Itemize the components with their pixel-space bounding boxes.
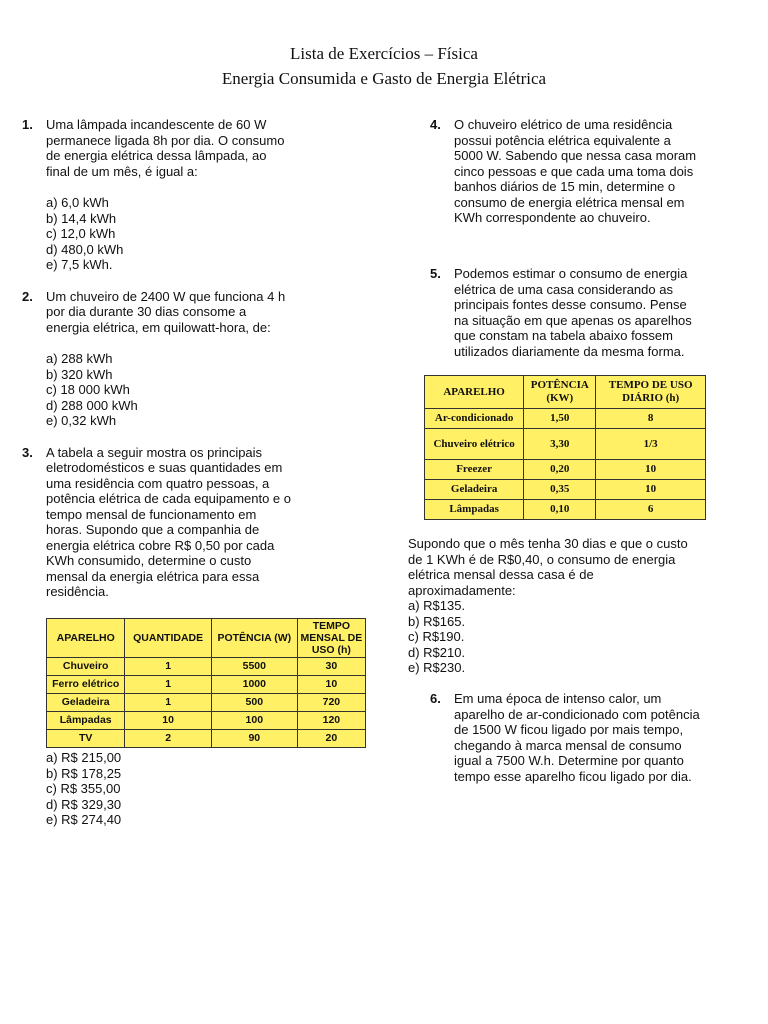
question-4-body (408, 117, 728, 226)
question-text-line: permanece ligada 8h por dia. O consumo (46, 132, 285, 148)
q5-continuation (408, 536, 738, 676)
table-cell: 500 (211, 694, 297, 712)
q3-options (46, 750, 121, 828)
question-text-line: que constam na tabela abaixo fossem (454, 328, 673, 343)
table-row (425, 460, 706, 480)
question-text-line: utilizados diariamente da mesma forma. (454, 343, 685, 359)
table-row (47, 658, 366, 676)
table-cell: 8 (596, 409, 706, 429)
table-cell: 120 (297, 712, 365, 730)
table-header-row (47, 619, 366, 658)
q3-appliance-table (46, 618, 366, 748)
document-title-line1: Lista de Exercícios – Física (290, 44, 478, 63)
question-number: 1. (22, 117, 33, 132)
question-text-line: possui potência elétrica equivalente a (454, 132, 671, 148)
table-row (425, 409, 706, 429)
option: c) 18 000 kWh (46, 382, 130, 397)
table-cell: 720 (297, 694, 365, 712)
table-cell: Freezer (425, 460, 524, 480)
question-4 (408, 117, 728, 226)
table-cell: Chuveiro (47, 658, 125, 676)
question-number: 5. (430, 266, 441, 281)
question-1 (0, 117, 386, 179)
question-text-line: mensal da energia elétrica para essa (46, 568, 260, 584)
table-cell: Chuveiro elétrico (425, 429, 524, 460)
option: a) 288 kWh (46, 351, 113, 366)
question-text-line: potência elétrica de cada equipamento e o (46, 491, 292, 506)
table-cell: 2 (125, 730, 212, 748)
question-text-line: consumo de energia elétrica mensal em (454, 194, 685, 210)
question-text-line: de 1 KWh é de R$0,40, o consumo de energia (408, 551, 676, 567)
table-row (425, 429, 706, 460)
question-text-line: energia elétrica cobre R$ 0,50 por cada (46, 537, 275, 553)
option: e) R$ 274,40 (46, 812, 122, 827)
question-number: 6. (430, 691, 441, 706)
q5-appliance-table (424, 375, 706, 520)
option: a) R$135. (408, 598, 466, 613)
option: d) R$ 329,30 (46, 796, 122, 812)
table-cell: 0,35 (524, 480, 596, 500)
question-text-line: de 1500 W ficou ligado por mais tempo, (454, 722, 684, 737)
question-text-line: Podemos estimar o consumo de energia (454, 266, 688, 281)
table-cell: Ar-condicionado (425, 409, 524, 429)
table-row (425, 480, 706, 500)
option: c) R$ 355,00 (46, 781, 121, 796)
table-cell: 1/3 (596, 429, 706, 460)
table-row (47, 694, 366, 712)
table-cell: 100 (211, 712, 297, 730)
question-text-line: igual a 7500 W.h. Determine por quanto (454, 753, 684, 768)
question-text-line: horas. Supondo que a companhia de (46, 522, 260, 537)
table-header-cell: APARELHO (47, 619, 125, 658)
table-cell: Geladeira (47, 694, 125, 712)
table-header-cell: POTÊNCIA (W) (211, 619, 297, 658)
table-cell: 1000 (211, 676, 297, 694)
question-text-line: energia elétrica, em quilowatt-hora, de: (46, 319, 271, 335)
option: e) 0,32 kWh (46, 413, 117, 428)
option: c) R$190. (408, 629, 465, 644)
table-cell: 20 (297, 730, 365, 748)
table-row (47, 712, 366, 730)
option: b) 320 kWh (46, 366, 113, 382)
option: c) 12,0 kWh (46, 226, 116, 241)
question-6-body (408, 691, 728, 784)
question-text-line: Um chuveiro de 2400 W que funciona 4 h (46, 288, 286, 304)
option: b) R$165. (408, 613, 466, 629)
question-text-line: O chuveiro elétrico de uma residência (454, 117, 673, 132)
option: a) R$ 215,00 (46, 750, 122, 765)
question-text-line: Uma lâmpada incandescente de 60 W (46, 117, 267, 132)
question-2 (0, 289, 386, 336)
table-header-cell: TEMPO MENSAL DE USO (h) (297, 619, 365, 658)
question-text-line: por dia durante 30 dias consome a (46, 304, 247, 319)
question-text-line: tempo esse aparelho ficou ligado por dia. (454, 768, 692, 784)
table-cell: 10 (596, 460, 706, 480)
question-text-line: elétrica de uma casa considerando as (454, 281, 673, 297)
table-cell: 3,30 (524, 429, 596, 460)
question-6 (408, 691, 728, 784)
question-text-line: chegando à marca mensal de consumo (454, 737, 682, 753)
table-cell: 0,20 (524, 460, 596, 480)
table-cell: Lâmpadas (425, 500, 524, 520)
option: b) 14,4 kWh (46, 210, 117, 226)
document-title-line2: Energia Consumida e Gasto de Energia Elétrica (221, 69, 547, 88)
question-text-line: Supondo que o mês tenha 30 dias e que o custo (408, 536, 688, 551)
table-header-cell: APARELHO (425, 376, 524, 409)
q5-options (408, 598, 738, 676)
question-5-body (408, 266, 728, 359)
option: e) 7,5 kWh. (46, 257, 113, 272)
option: b) R$ 178,25 (46, 765, 122, 781)
question-text-line: Em uma época de intenso calor, um (454, 691, 662, 706)
question-number: 4. (430, 117, 441, 132)
question-text-line: de energia elétrica dessa lâmpada, ao (46, 148, 267, 163)
question-text-line: na situação em que apenas os aparelhos (454, 312, 692, 328)
table-cell: 1 (125, 694, 212, 712)
question-5 (408, 266, 728, 359)
table-cell: 1 (125, 676, 212, 694)
table-cell: 30 (297, 658, 365, 676)
option: a) 6,0 kWh (46, 195, 109, 210)
question-text-line: tempo mensal de funcionamento em (46, 506, 257, 522)
option: d) R$210. (408, 644, 466, 660)
question-text-line: residência. (46, 584, 109, 599)
option: e) R$230. (408, 660, 466, 675)
table-header-cell: QUANTIDADE (125, 619, 212, 658)
question-text-line: principais fontes desse consumo. Pense (454, 297, 687, 312)
table-cell: TV (47, 730, 125, 748)
table-header-cell: POTÊNCIA (KW) (524, 376, 596, 409)
left-column (22, 117, 386, 600)
table-cell: Ferro elétrico (47, 676, 125, 694)
table-cell: Lâmpadas (47, 712, 125, 730)
table-row (47, 730, 366, 748)
table-cell: 10 (596, 480, 706, 500)
option: d) 288 000 kWh (46, 397, 138, 413)
table-cell: 10 (125, 712, 212, 730)
question-text-line: eletrodomésticos e suas quantidades em (46, 460, 283, 475)
table-header-row (425, 376, 706, 409)
question-text-line: elétrica mensal dessa casa é de (408, 567, 594, 582)
question-text-line: KWh correspondente ao chuveiro. (454, 210, 651, 225)
table-cell: 10 (297, 676, 365, 694)
question-text-line: cinco pessoas e que cada uma toma dois (454, 163, 694, 179)
question-number: 2. (22, 288, 33, 304)
question-number: 3. (22, 444, 33, 460)
table-row (425, 500, 706, 520)
table-row (47, 676, 366, 694)
q1-options (46, 195, 386, 273)
table-header-cell: TEMPO DE USO DIÁRIO (h) (596, 376, 706, 409)
table-cell: Geladeira (425, 480, 524, 500)
question-text-line: uma residência com quatro pessoas, a (46, 475, 270, 491)
table-cell: 0,10 (524, 500, 596, 520)
question-3 (0, 445, 386, 600)
table-cell: 5500 (211, 658, 297, 676)
table-cell: 1,50 (524, 409, 596, 429)
q2-options (46, 351, 386, 429)
question-text-line: KWh consumido, determine o custo (46, 553, 252, 568)
question-text-line: aproximadamente: (408, 582, 516, 598)
question-text-line: aparelho de ar-condicionado com potência (454, 706, 700, 722)
question-text-line: 5000 W. Sabendo que nessa casa moram (454, 148, 697, 163)
question-text-line: final de um mês, é igual a: (46, 163, 198, 179)
table-cell: 6 (596, 500, 706, 520)
table-cell: 90 (211, 730, 297, 748)
question-text-line: A tabela a seguir mostra os principais (46, 444, 263, 460)
table-cell: 1 (125, 658, 212, 676)
option: d) 480,0 kWh (46, 241, 124, 257)
question-text-line: banhos diários de 15 min, determine o (454, 179, 676, 194)
